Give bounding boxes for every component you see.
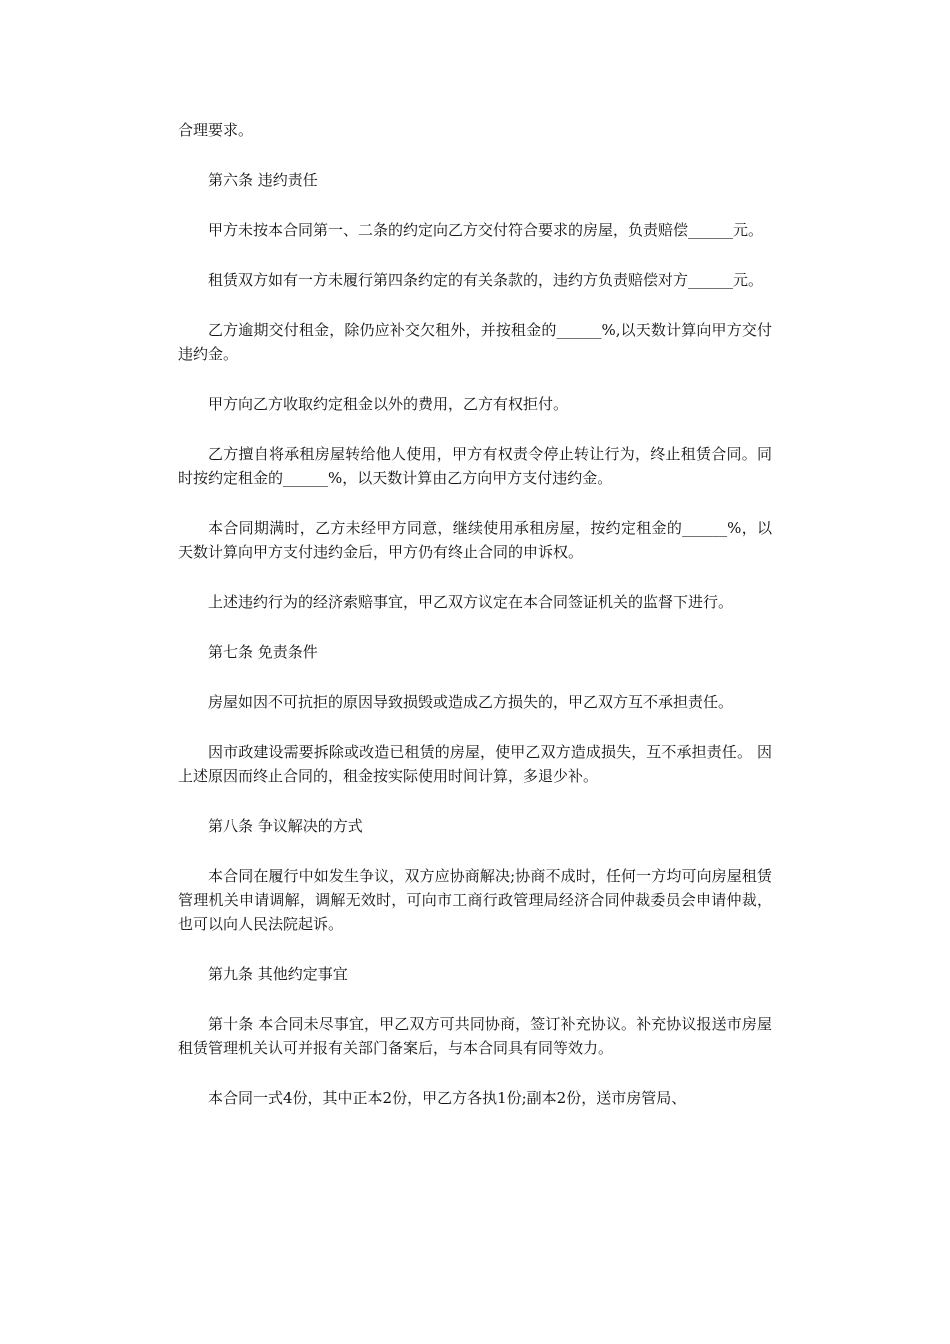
paragraph: 甲方向乙方收取约定租金以外的费用，乙方有权拒付。: [208, 395, 569, 413]
paragraph: 本合同期满时，乙方未经甲方同意，继续使用承租房屋，按约定租金的______%，以天数计算向甲方支付违约金后，甲方仍有终止合同的申诉权。: [178, 519, 772, 561]
paragraph: 乙方擅自将承租房屋转给他人使用，甲方有权责令停止转让行为，终止租赁合同。同时按约定租金的______%，以天数计算由乙方向甲方支付违约金。: [178, 445, 772, 487]
paragraph: 本合同一式4份，其中正本2份，甲乙方各执1份;副本2份，送市房管局、: [208, 1089, 687, 1107]
paragraph: 因市政建设需要拆除或改造已租赁的房屋，使甲乙双方造成损失，互不承担责任。 因上述原因而终止合同的，租金按实际使用时间计算，多退少补。: [178, 743, 772, 785]
article-9-heading: 第九条 其他约定事宜: [208, 965, 348, 983]
article-10-paragraph: 第十条 本合同未尽事宜，甲乙双方可共同协商，签订补充协议。补充协议报送市房屋租赁管理机关认可并报有关部门备案后，与本合同具有同等效力。: [178, 1015, 772, 1057]
paragraph-continuation: 合理要求。: [178, 121, 254, 139]
paragraph: 上述违约行为的经济索赔事宜，甲乙双方议定在本合同签证机关的监督下进行。: [208, 593, 734, 611]
article-6-heading: 第六条 违约责任: [208, 171, 318, 189]
paragraph: 本合同在履行中如发生争议，双方应协商解决;协商不成时，任何一方均可向房屋租赁管理机关申请调解，调解无效时，可向市工商行政管理局经济合同仲裁委员会申请仲裁，也可以向人民法院起诉。: [178, 867, 772, 933]
paragraph: 房屋如因不可抗拒的原因导致损毁或造成乙方损失的，甲乙双方互不承担责任。: [208, 693, 734, 711]
paragraph: 租赁双方如有一方未履行第四条约定的有关条款的，违约方负责赔偿对方______元。: [208, 271, 764, 289]
article-8-heading: 第八条 争议解决的方式: [208, 817, 363, 835]
document-body: [178, 118, 772, 1136]
paragraph: 甲方未按本合同第一、二条的约定向乙方交付符合要求的房屋，负责赔偿______元。: [208, 221, 764, 239]
paragraph: 乙方逾期交付租金，除仍应补交欠租外，并按租金的______%,以天数计算向甲方交付违约金。: [178, 321, 772, 363]
article-7-heading: 第七条 免责条件: [208, 643, 318, 661]
